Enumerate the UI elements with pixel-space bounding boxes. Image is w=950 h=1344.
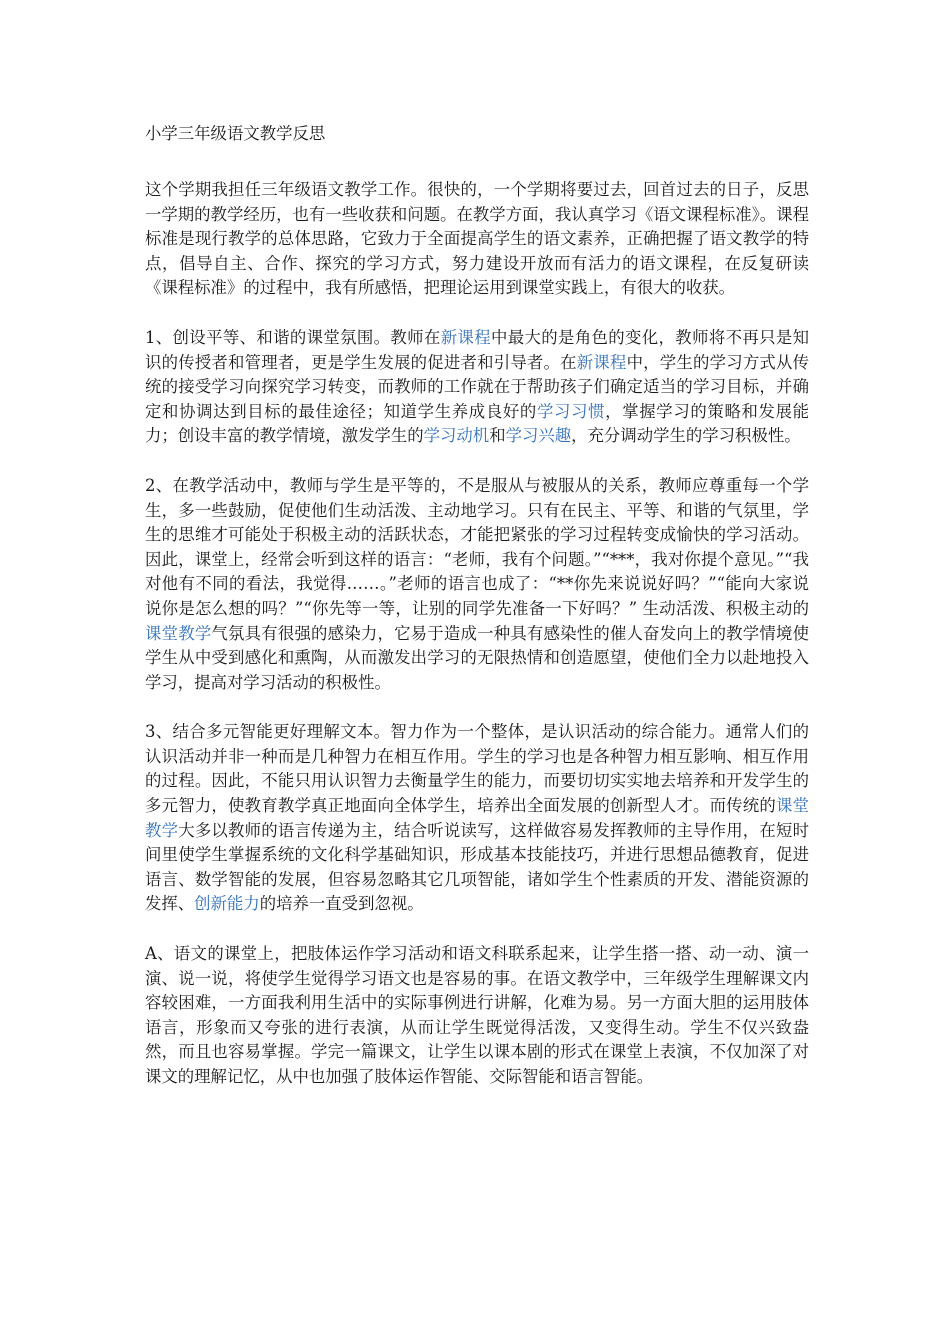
paragraph	[145, 720, 809, 917]
paragraph-text: 1、创设平等、和谐的课堂氛围。教师在	[145, 327, 441, 347]
document-title: 小学三年级语文教学反思	[145, 124, 326, 143]
keyword-link[interactable]: 新课程	[440, 327, 491, 347]
paragraph-text: 气氛具有很强的感染力，它易于造成一种具有感染性的催人奋发向上的教学情境使学生从中受到感化和熏陶，从而激发出学习的无限热情和创造愿望，使他们全力以赴地投入学习，提高对学习活动的积极性。	[145, 623, 809, 692]
paragraph-text: ，充分调动学生的学习积极性。	[571, 426, 801, 446]
paragraph-text: 2、在教学活动中，教师与学生是平等的，不是服从与被服从的关系，教师应尊重每一个学生，多一些鼓励，促使他们生动活泼、主动地学习。只有在民主、平等、和谐的气氛里，学生的思维才可能处于积极主动的活跃状态，才能把紧张的学习过程转变成愉快的学习活动。因此，课堂上，经常会听到这样的语言：“老师，我有个问题。”“***，我对你提个意见。”“我对他有不同的看法，我觉得……。”老师的语言也成了：“**你先来说说好吗？”“能向大家说说你是怎么想的吗？”“你先等一等，让别的同学先准备一下好吗？” 生动活泼、积极主动的	[145, 475, 809, 618]
paragraph	[145, 178, 809, 301]
keyword-link[interactable]: 新课程	[576, 352, 627, 372]
paragraph-text: 中，学生的学习方式从传统的接受学习向探究学习转变，而教师的工作就在于帮助孩子们确定适当的学习目标，并确定和协调达到目标的最佳途径；知道学生养成良好的	[145, 352, 810, 421]
paragraph-text: 中最大的是角色的变化，教师将不再只是知识的传授者和管理者，更是学生发展的促进者和引导者。在	[145, 327, 810, 372]
paragraph-text: 和	[489, 426, 506, 446]
document-body	[145, 178, 809, 1090]
paragraph-text: 这个学期我担任三年级语文教学工作。很快的，一个学期将要过去，回首过去的日子，反思一学期的教学经历，也有一些收获和问题。在教学方面，我认真学习《语文课程标准》。课程标准是现行教学的总体思路，它致力于全面提高学生的语文素养，正确把握了语文教学的特点，倡导自主、合作、探究的学习方式，努力建设开放而有活力的语文课程，在反复研读《课程标准》的过程中，我有所感悟，把理论运用到课堂实践上，有很大的收获。	[145, 180, 809, 298]
paragraph	[145, 326, 809, 449]
keyword-link[interactable]: 创新能力	[194, 894, 260, 914]
paragraph-text: 大多以教师的语言传递为主，结合听说读写，这样做容易发挥教师的主导作用，在短时间里使学生掌握系统的文化科学基础知识，形成基本技能技巧，并进行思想品德教育，促进语言、数学智能的发展，但容易忽略其它几项智能，诸如学生个性素质的开发、潜能资源的发挥、	[145, 820, 810, 914]
document-page	[145, 122, 809, 1115]
paragraph-text: 3、结合多元智能更好理解文本。智力作为一个整体，是认识活动的综合能力。通常人们的认识活动并非一种而是几种智力在相互作用。学生的学习也是各种智力相互影响、相互作用的过程。因此，不能只用认识智力去衡量学生的能力，而要切切实实地去培养和开发学生的多元智力，使教育教学真正地面向全体学生，培养出全面发展的创新型人才。而传统的	[145, 722, 809, 816]
keyword-link[interactable]: 学习兴趣	[505, 426, 572, 446]
paragraph-text: A、语文的课堂上，把肢体运作学习活动和语文科联系起来，让学生搭一搭、动一动、演一演、说一说，将使学生觉得学习语文也是容易的事。在语文教学中，三年级学生理解课文内容较困难，一方面我利用生活中的实际事例进行讲解，化难为易。另一方面大胆的运用肢体语言，形象而又夸张的进行表演，从而让学生既觉得活泼，又变得生动。学生不仅兴致盎然，而且也容易掌握。学完一篇课文，让学生以课本剧的形式在课堂上表演，不仅加深了对课文的理解记忆，从中也加强了肢体运作智能、交际智能和语言智能。	[145, 944, 809, 1086]
paragraph-text: 的培养一直受到忽视。	[259, 894, 424, 914]
keyword-link[interactable]: 课堂教学	[145, 623, 212, 643]
keyword-link[interactable]: 学习习惯	[536, 401, 606, 421]
keyword-link[interactable]: 课堂教学	[145, 796, 810, 840]
paragraph	[145, 474, 809, 695]
paragraph-text: ，掌握学习的策略和发展能力；创设丰富的教学情境，激发学生的	[145, 401, 810, 446]
paragraph	[145, 942, 809, 1090]
keyword-link[interactable]: 学习动机	[423, 426, 490, 446]
